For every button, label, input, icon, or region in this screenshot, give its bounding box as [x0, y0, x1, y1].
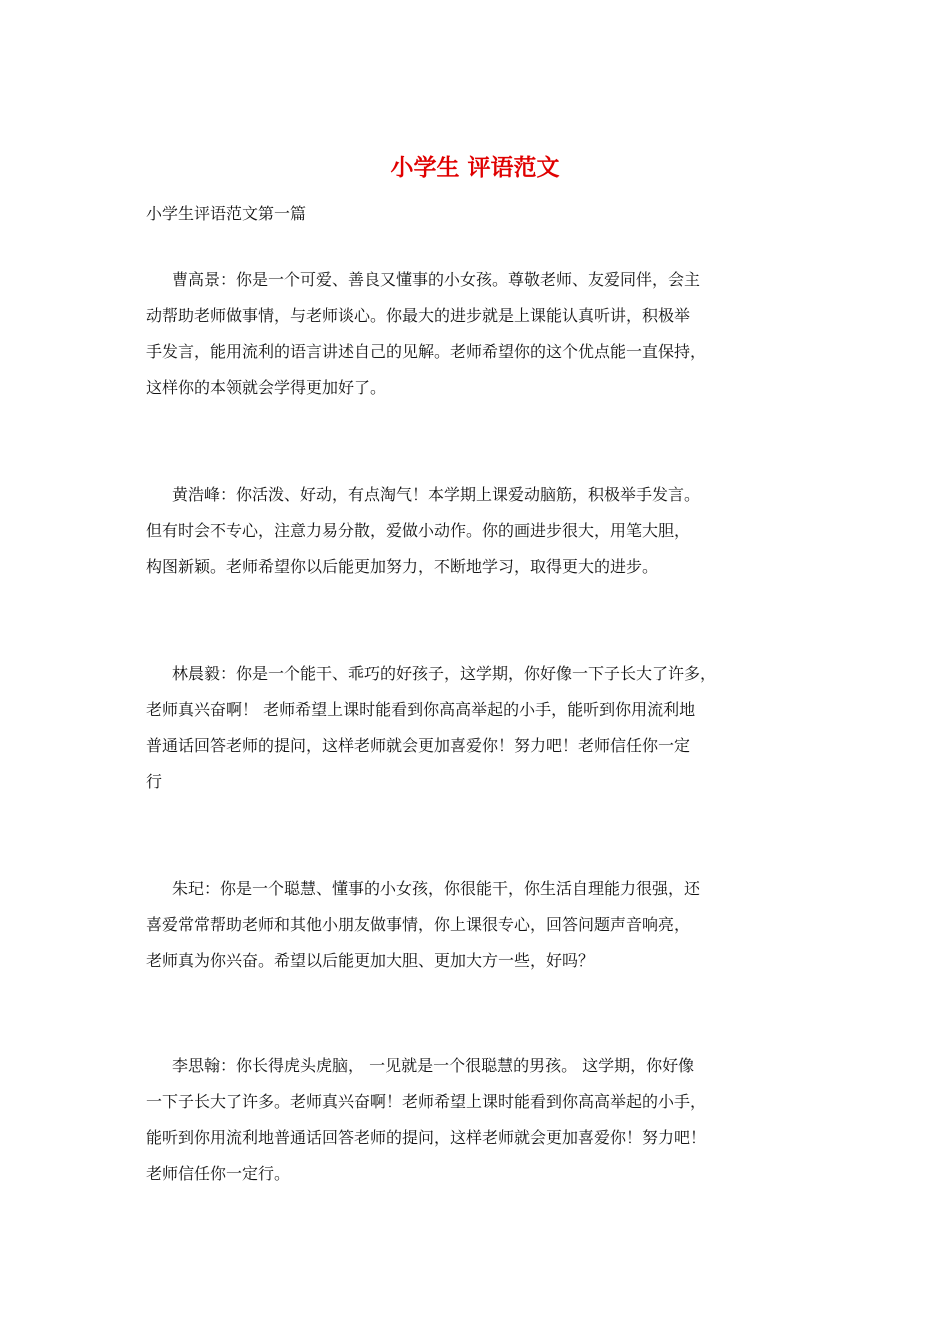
- page-title: 小学生 评语范文: [390, 154, 560, 181]
- paragraph-line: 能听到你用流利地普通话回答老师的提问，这样老师就会更加喜爱你！努力吧！: [146, 1128, 707, 1147]
- paragraph-line: 构图新颖。老师希望你以后能更加努力，不断地学习，取得更大的进步。: [146, 557, 659, 576]
- comment-paragraph: [146, 477, 700, 585]
- paragraph-line: 老师真兴奋啊！ 老师希望上课时能看到你高高举起的小手，能听到你用流利地: [146, 700, 696, 719]
- paragraph-line: 黄浩峰：你活泼、好动，有点淘气！本学期上课爱动脑筋，积极举手发言。: [172, 485, 701, 504]
- comment-paragraph: [146, 1048, 706, 1192]
- paragraph-line: 一下子长大了许多。老师真兴奋啊！老师希望上课时能看到你高高举起的小手，: [146, 1092, 707, 1111]
- paragraph-line: 老师信任你一定行。: [146, 1164, 291, 1183]
- paragraph-line: 手发言，能用流利的语言讲述自己的见解。老师希望你的这个优点能一直保持，: [146, 342, 707, 361]
- paragraph-line: 普通话回答老师的提问，这样老师就会更加喜爱你！努力吧！老师信任你一定: [146, 736, 691, 755]
- paragraph-line: 这样你的本领就会学得更加好了。: [146, 378, 387, 397]
- paragraph-line: 朱玘：你是一个聪慧、懂事的小女孩，你很能干，你生活自理能力很强，还: [172, 879, 701, 898]
- paragraph-line: 喜爱常常帮助老师和其他小朋友做事情，你上课很专心，回答问题声音响亮，: [146, 915, 691, 934]
- paragraph-line: 老师真为你兴奋。希望以后能更加大胆、更加大方一些，好吗？: [146, 951, 595, 970]
- paragraph-line: 但有时会不专心，注意力易分散，爱做小动作。你的画进步很大，用笔大胆，: [146, 521, 691, 540]
- paragraph-line: 李思翰：你长得虎头虎脑， 一见就是一个很聪慧的男孩。 这学期，你好像: [172, 1056, 695, 1075]
- comment-paragraph: [146, 656, 716, 800]
- paragraph-line: 曹高景：你是一个可爱、善良又懂事的小女孩。尊敬老师、友爱同伴，会主: [172, 270, 701, 289]
- paragraph-line: 林晨毅：你是一个能干、乖巧的好孩子，这学期，你好像一下子长大了许多，: [172, 664, 717, 683]
- comment-paragraph: [146, 871, 700, 979]
- paragraph-line: 动帮助老师做事情，与老师谈心。你最大的进步就是上课能认真听讲，积极举: [146, 306, 691, 325]
- paragraph-line: 行: [146, 772, 163, 791]
- section-heading: 小学生评语范文第一篇: [146, 204, 307, 223]
- comment-paragraph: [146, 262, 706, 406]
